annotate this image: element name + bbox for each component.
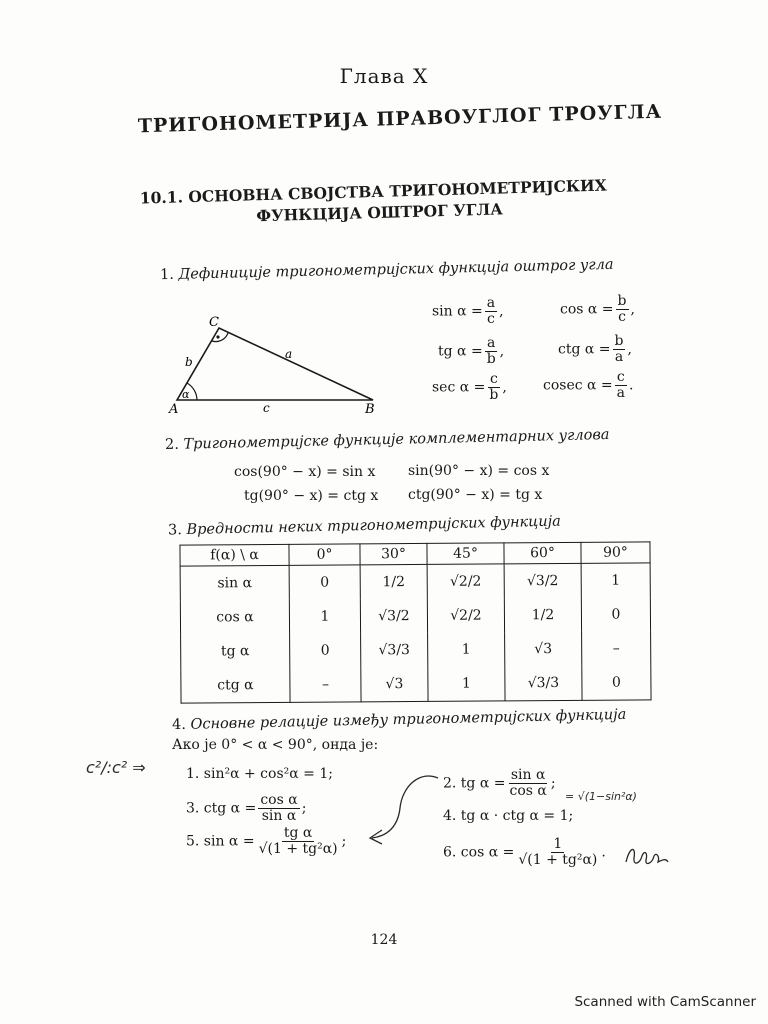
- def-cos: cos α = $\frac{b}{c}$ ,: [560, 293, 635, 325]
- relation-5: 5. sin α = $\frac{\text{tg α}}{\text{√(1 + tg²α)}}$ ;: [186, 825, 347, 857]
- item-4-heading: [172, 707, 627, 733]
- item-1-title: Дефиниције тригонометријских функција оштрог угла: [178, 256, 614, 283]
- item-1-number: 1.: [159, 266, 175, 284]
- chapter-title: ТРИГОНОМЕТРИЈА ПРАВОУГЛОГ ТРОУГЛА: [137, 100, 663, 138]
- side-b-label: b: [185, 355, 193, 369]
- table-cell: √3/2: [360, 599, 427, 633]
- def-cosec: cosec α = $\frac{c}{a}$ .: [543, 369, 634, 401]
- vertex-a-label: A: [169, 402, 179, 417]
- table-cell: 1: [428, 632, 505, 667]
- relation-4: 4. tg α · ctg α = 1;: [443, 808, 574, 824]
- handwritten-note-left: c²/:c² ⇒: [86, 758, 146, 777]
- angle-alpha-label: α: [182, 388, 190, 401]
- table-cell: √3: [505, 632, 582, 667]
- table-header-cell: 45°: [427, 543, 504, 565]
- section-line-1: ОСНОВНА СВОЈСТВА ТРИГОНОМЕТРИЈСКИХ: [188, 175, 607, 207]
- table-cell: –: [290, 667, 361, 702]
- item-3-title: Вредности неких тригонометријских функција: [186, 513, 561, 539]
- item-3-heading: [168, 514, 561, 539]
- values-table: [179, 541, 651, 703]
- handwritten-scribble: [622, 842, 672, 870]
- table-cell: 1: [289, 599, 360, 633]
- handwritten-scribble-stroke: [626, 849, 668, 863]
- item-4-number: 4.: [171, 716, 187, 734]
- table-cell: 0: [290, 633, 361, 667]
- handwritten-note-r2: = √(1−sin²α): [565, 790, 637, 803]
- table-cell: √2/2: [427, 598, 504, 633]
- right-angle-dot: [216, 335, 219, 338]
- relation-1: 1. sin²α + cos²α = 1;: [186, 766, 333, 782]
- item-1-heading: [160, 257, 614, 283]
- table-cell: 1/2: [360, 564, 427, 599]
- scanner-watermark: Scanned with CamScanner: [574, 994, 756, 1010]
- table-cell: 1: [581, 563, 650, 598]
- item-2-title: Тригонометријске функције комплементарних углова: [183, 426, 610, 453]
- triangle-outline: [177, 328, 373, 400]
- section-line-2: ФУНКЦИЈА ОШТРОГ УГЛА: [256, 199, 504, 226]
- table-row: [180, 563, 650, 601]
- def-sec: sec α = $\frac{c}{b}$ ,: [432, 371, 507, 403]
- table-header-cell: 60°: [504, 542, 581, 564]
- section-number: 10.1.: [139, 187, 184, 208]
- table-header-cell: f(α) \ α: [180, 544, 289, 566]
- row-label: sin α: [180, 565, 289, 600]
- table-cell: √2/2: [427, 564, 504, 599]
- relation-2: 2. tg α = $\frac{\text{sin α}}{\text{cos α}}$ ;: [443, 767, 556, 799]
- complementary-cos: cos(90° − x) = sin x: [234, 464, 376, 480]
- row-label: cos α: [180, 600, 289, 635]
- table-cell: √3/3: [505, 666, 582, 701]
- table-cell: √3/2: [504, 563, 581, 598]
- table-header-cell: 0°: [289, 544, 360, 565]
- table-cell: –: [582, 631, 651, 665]
- complementary-sin: sin(90° − x) = cos x: [408, 463, 550, 479]
- def-ctg: ctg α = $\frac{b}{a}$ ,: [558, 333, 632, 365]
- table-cell: 1/2: [504, 598, 581, 633]
- table-header-cell: 90°: [581, 542, 650, 563]
- vertex-b-label: B: [365, 402, 375, 417]
- values-table-wrapper: [179, 541, 651, 703]
- right-triangle-diagram: [165, 312, 385, 417]
- handwritten-arrow-stroke: [372, 776, 438, 838]
- side-c-label: c: [263, 401, 270, 415]
- table-cell: √3: [361, 667, 428, 702]
- item-3-number: 3.: [167, 522, 183, 539]
- complementary-ctg: ctg(90° − x) = tg x: [408, 487, 543, 503]
- table-cell: 0: [289, 565, 360, 600]
- table-header-cell: 30°: [360, 543, 427, 564]
- table-row: [181, 665, 651, 703]
- row-label: tg α: [181, 634, 290, 669]
- def-tg: tg α = $\frac{a}{b}$ ,: [438, 335, 505, 367]
- table-cell: 1: [428, 666, 505, 701]
- relation-6: 6. cos α = $\frac{1}{\text{√(1 + tg²α)}}$ .: [443, 836, 606, 868]
- page-number: 124: [370, 932, 398, 948]
- row-label: ctg α: [181, 668, 290, 703]
- item-4-title: Основне релације између тригонометријских функција: [190, 706, 627, 733]
- relation-3: 3. ctg α = $\frac{\text{cos α}}{\text{sin α}}$ ;: [186, 792, 307, 824]
- item-2-number: 2.: [164, 436, 180, 454]
- table-cell: 0: [582, 665, 651, 700]
- vertex-c-label: C: [209, 315, 219, 330]
- def-sin: sin α = $\frac{a}{c}$ ,: [432, 295, 504, 327]
- item-2-heading: [165, 427, 610, 453]
- side-a-label: a: [285, 347, 293, 361]
- complementary-tg: tg(90° − x) = ctg x: [244, 488, 379, 504]
- section-heading: [140, 172, 681, 229]
- table-row: [180, 597, 650, 634]
- table-cell: √3/3: [361, 633, 428, 667]
- chapter-label: Глава X: [339, 64, 429, 88]
- condition-text: Ако је 0° < α < 90°, онда је:: [172, 737, 379, 753]
- table-cell: 0: [581, 597, 650, 631]
- handwritten-arrow: [360, 770, 450, 850]
- table-row: [181, 631, 651, 668]
